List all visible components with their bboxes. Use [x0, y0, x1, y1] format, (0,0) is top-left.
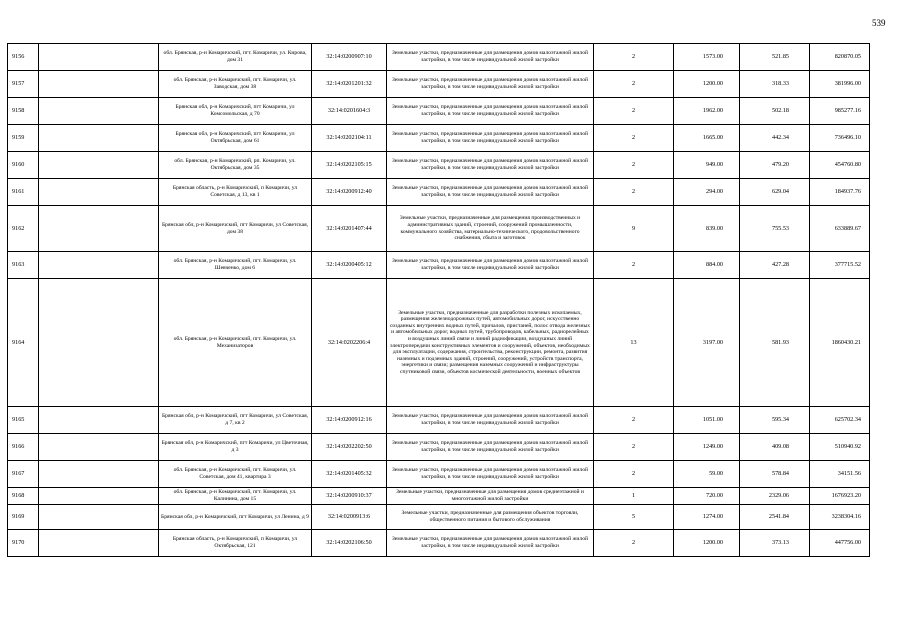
cadastral-value-cell: 625702.34 [810, 407, 870, 434]
empty-cell [39, 71, 159, 98]
cadastral-value-cell: 820870.05 [810, 44, 870, 71]
specific-value-cell: 318.33 [740, 71, 810, 98]
cadastral-value-table [7, 43, 870, 557]
row-number: 9164 [8, 279, 39, 407]
cadastral-number-cell: 32:14:0201405:32 [312, 461, 387, 488]
specific-value-cell: 521.85 [740, 44, 810, 71]
use-group-cell: 2 [594, 252, 674, 279]
land-use-cell: Земельные участки, предназначенные для размещения домов малоэтажной жилой застройки, в том числе индивидуальной жилой застройки [387, 461, 594, 488]
address-cell: Брянская обл, р-н Комаричский, пгт Комаричи, ул Октябрьская, дом 61 [159, 125, 312, 152]
cadastral-value-cell: 985277.16 [810, 98, 870, 125]
address-cell: Брянская обл, р-н Комаричский, пгт Комаричи, ул Ленина, д 9 [159, 505, 312, 530]
area-cell: 1665.00 [674, 125, 740, 152]
area-cell: 1274.00 [674, 505, 740, 530]
use-group-cell: 2 [594, 434, 674, 461]
cadastral-value-cell: 3238304.16 [810, 505, 870, 530]
use-group-cell: 2 [594, 461, 674, 488]
address-cell: Брянская обл, р-н Комаричский, пгт Комаричи, ул Советская, дом 38 [159, 206, 312, 252]
cadastral-value-cell: 184937.76 [810, 179, 870, 206]
cadastral-value-cell: 377715.52 [810, 252, 870, 279]
area-cell: 1573.00 [674, 44, 740, 71]
table-row [8, 461, 870, 488]
specific-value-cell: 427.28 [740, 252, 810, 279]
use-group-cell: 2 [594, 152, 674, 179]
area-cell: 1249.00 [674, 434, 740, 461]
land-use-cell: Земельные участки, предназначенные для размещения домов малоэтажной жилой застройки, в том числе индивидуальной жилой застройки [387, 252, 594, 279]
cadastral-number-cell: 32:14:0201201:32 [312, 71, 387, 98]
address-cell: обл. Брянская, р-н Комаричский, рп. Комаричи, ул. Октябрьская, дом 35 [159, 152, 312, 179]
use-group-cell: 2 [594, 179, 674, 206]
row-number: 9158 [8, 98, 39, 125]
table-row [8, 98, 870, 125]
land-use-cell: Земельные участки, предназначенные для размещения домов малоэтажной жилой застройки, в том числе индивидуальной жилой застройки [387, 125, 594, 152]
table-row [8, 488, 870, 505]
row-number: 9165 [8, 407, 39, 434]
row-number: 9163 [8, 252, 39, 279]
area-cell: 1051.00 [674, 407, 740, 434]
row-number: 9156 [8, 44, 39, 71]
cadastral-number-cell: 32:14:0202105:15 [312, 152, 387, 179]
address-cell: обл. Брянская, р-н Комаричский, пгт. Комаричи, ул. Советская, дом 41, квартира 3 [159, 461, 312, 488]
address-cell: обл. Брянская, р-н Комаричский, пгт. Комаричи, ул. Шевченко, дом 6 [159, 252, 312, 279]
land-use-cell: Земельные участки, предназначенные для размещения домов малоэтажной жилой застройки, в том числе индивидуальной жилой застройки [387, 530, 594, 557]
area-cell: 949.00 [674, 152, 740, 179]
address-cell: Брянская область, р-н Комаричский, п Комаричи, ул Советская, д 13, кв 1 [159, 179, 312, 206]
empty-cell [39, 530, 159, 557]
empty-cell [39, 125, 159, 152]
area-cell: 1200.00 [674, 530, 740, 557]
cadastral-value-cell: 454760.80 [810, 152, 870, 179]
area-cell: 59.00 [674, 461, 740, 488]
use-group-cell: 2 [594, 71, 674, 98]
row-number: 9168 [8, 488, 39, 505]
area-cell: 1962.00 [674, 98, 740, 125]
table-row [8, 44, 870, 71]
table-row [8, 179, 870, 206]
specific-value-cell: 479.20 [740, 152, 810, 179]
table-row [8, 434, 870, 461]
use-group-cell: 13 [594, 279, 674, 407]
use-group-cell: 2 [594, 44, 674, 71]
page-number: 539 [872, 18, 886, 28]
row-number: 9159 [8, 125, 39, 152]
table-row [8, 152, 870, 179]
specific-value-cell: 2329.06 [740, 488, 810, 505]
address-cell: обл. Брянская, р-н Комаричский, пгт. Комаричи, ул. Механизаторов [159, 279, 312, 407]
address-cell: обл. Брянская, р-н Комаричский, пгт. Комаричи, ул. Калинина, дом 15 [159, 488, 312, 505]
cadastral-number-cell: 32:14:0200912:16 [312, 407, 387, 434]
address-cell: Брянская область, р-н Комаричский, п Комаричи, ул Октябрьская, 121 [159, 530, 312, 557]
empty-cell [39, 279, 159, 407]
specific-value-cell: 595.34 [740, 407, 810, 434]
cadastral-number-cell: 32:14:0201407:44 [312, 206, 387, 252]
table-body [8, 44, 870, 557]
use-group-cell: 2 [594, 125, 674, 152]
cadastral-value-cell: 736496.10 [810, 125, 870, 152]
use-group-cell: 2 [594, 407, 674, 434]
cadastral-number-cell: 32:14:0202104:11 [312, 125, 387, 152]
cadastral-number-cell: 32:14:0202106:50 [312, 530, 387, 557]
empty-cell [39, 488, 159, 505]
table-row [8, 279, 870, 407]
table-row [8, 407, 870, 434]
cadastral-value-cell: 1860430.21 [810, 279, 870, 407]
cadastral-number-cell: 32:14:0202206:4 [312, 279, 387, 407]
land-use-cell: Земельные участки, предназначенные для размещения домов малоэтажной жилой застройки, в том числе индивидуальной жилой застройки [387, 407, 594, 434]
area-cell: 3197.00 [674, 279, 740, 407]
cadastral-value-cell: 447756.00 [810, 530, 870, 557]
row-number: 9160 [8, 152, 39, 179]
empty-cell [39, 206, 159, 252]
land-use-cell: Земельные участки, предназначенные для размещения домов малоэтажной жилой застройки, в том числе индивидуальной жилой застройки [387, 44, 594, 71]
row-number: 9169 [8, 505, 39, 530]
specific-value-cell: 2541.84 [740, 505, 810, 530]
specific-value-cell: 502.18 [740, 98, 810, 125]
address-cell: обл. Брянская, р-н Комаричский, пгт. Комаричи, ул. Кирова, дом 31 [159, 44, 312, 71]
specific-value-cell: 629.04 [740, 179, 810, 206]
empty-cell [39, 44, 159, 71]
use-group-cell: 1 [594, 488, 674, 505]
land-use-cell: Земельные участки, предназначенные для размещения домов малоэтажной жилой застройки, в том числе индивидуальной жилой застройки [387, 71, 594, 98]
cadastral-number-cell: 32:14:0200913:6 [312, 505, 387, 530]
table-row [8, 252, 870, 279]
use-group-cell: 5 [594, 505, 674, 530]
empty-cell [39, 179, 159, 206]
cadastral-number-cell: 32:14:0200912:40 [312, 179, 387, 206]
cadastral-value-cell: 381996.00 [810, 71, 870, 98]
area-cell: 839.00 [674, 206, 740, 252]
table-row [8, 125, 870, 152]
address-cell: Брянская обл, р-н Комаричский, пгт Комаричи, ул Комсомольская, д 70 [159, 98, 312, 125]
cadastral-number-cell: 32:14:0201604:3 [312, 98, 387, 125]
address-cell: обл. Брянская, р-н Комаричский, пгт. Комаричи, ул. Заводская, дом 38 [159, 71, 312, 98]
land-use-cell: Земельные участки, предназначенные для размещения производственных и административных зданий, строений, сооружений промышленности, коммунального хозяйства, материально-технического, продовольственного снабжения, сбыта и заготовок [387, 206, 594, 252]
specific-value-cell: 442.34 [740, 125, 810, 152]
row-number: 9167 [8, 461, 39, 488]
use-group-cell: 2 [594, 530, 674, 557]
specific-value-cell: 409.08 [740, 434, 810, 461]
land-use-cell: Земельные участки, предназначенные для размещения объектов торговли, общественного питания и бытового обслуживания [387, 505, 594, 530]
area-cell: 720.00 [674, 488, 740, 505]
specific-value-cell: 373.13 [740, 530, 810, 557]
area-cell: 1200.00 [674, 71, 740, 98]
empty-cell [39, 407, 159, 434]
empty-cell [39, 505, 159, 530]
use-group-cell: 9 [594, 206, 674, 252]
specific-value-cell: 578.84 [740, 461, 810, 488]
row-number: 9162 [8, 206, 39, 252]
use-group-cell: 2 [594, 98, 674, 125]
address-cell: Брянская обл, р-н Комаричский, пгт Комаричи, ул Цветочная, д 3 [159, 434, 312, 461]
land-use-cell: Земельные участки, предназначенные для размещения домов малоэтажной жилой застройки, в том числе индивидуальной жилой застройки [387, 152, 594, 179]
table-row [8, 206, 870, 252]
land-use-cell: Земельные участки, предназначенные для размещения домов малоэтажной жилой застройки, в том числе индивидуальной жилой застройки [387, 179, 594, 206]
empty-cell [39, 252, 159, 279]
area-cell: 884.00 [674, 252, 740, 279]
cadastral-value-cell: 510940.92 [810, 434, 870, 461]
cadastral-number-cell: 32:14:0200405:12 [312, 252, 387, 279]
land-use-cell: Земельные участки, предназначенные для размещения домов малоэтажной жилой застройки, в том числе индивидуальной жилой застройки [387, 434, 594, 461]
table-row [8, 530, 870, 557]
row-number: 9170 [8, 530, 39, 557]
empty-cell [39, 98, 159, 125]
specific-value-cell: 755.53 [740, 206, 810, 252]
row-number: 9166 [8, 434, 39, 461]
empty-cell [39, 152, 159, 179]
table-row [8, 71, 870, 98]
row-number: 9157 [8, 71, 39, 98]
table-row [8, 505, 870, 530]
specific-value-cell: 581.93 [740, 279, 810, 407]
land-use-cell: Земельные участки, предназначенные для разработки полезных ископаемых, размещения железнодорожных путей, автомобильных дорог, искусственно созданных внутренних водных путей, причалов, пристаней, полос отвода железных и автомобильных дорог, водных путей, трубопроводов, кабельных, радиорелейных и воздушных линий связи и линий радиофикации, воздушных линий электропередачи конструктивных элементов и сооружений, объектов, необходимых для эксплуатации, содержания, строительства, реконструкции, ремонта, развития наземных и подземных зданий, строений, сооружений, устройств транспорта, энергетики и связи; размещения наземных сооружений и инфраструктуры спутниковой связи, объектов космической деятельности, военных объектов [387, 279, 594, 407]
cadastral-value-cell: 1676923.20 [810, 488, 870, 505]
cadastral-value-cell: 34151.56 [810, 461, 870, 488]
land-use-cell: Земельные участки, предназначенные для размещения домов среднеэтажной и многоэтажной жилой застройки [387, 488, 594, 505]
cadastral-number-cell: 32:14:0200907:10 [312, 44, 387, 71]
row-number: 9161 [8, 179, 39, 206]
land-use-cell: Земельные участки, предназначенные для размещения домов малоэтажной жилой застройки, в том числе индивидуальной жилой застройки [387, 98, 594, 125]
address-cell: Брянская обл, р-н Комаричский, пгт Комаричи, ул Советская, д 7, кв 2 [159, 407, 312, 434]
empty-cell [39, 461, 159, 488]
area-cell: 294.00 [674, 179, 740, 206]
cadastral-number-cell: 32:14:0202202:50 [312, 434, 387, 461]
cadastral-value-cell: 633889.67 [810, 206, 870, 252]
cadastral-number-cell: 32:14:0200910:37 [312, 488, 387, 505]
empty-cell [39, 434, 159, 461]
